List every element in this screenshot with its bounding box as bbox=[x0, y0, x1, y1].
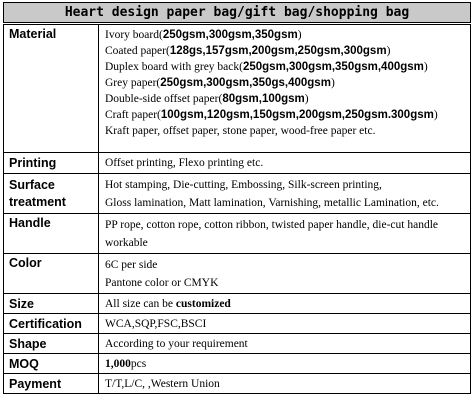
handle-values bbox=[99, 214, 471, 254]
table-row-certification bbox=[4, 314, 471, 334]
sheet-title: Heart design paper bag/gift bag/shopping bag bbox=[3, 2, 471, 23]
certification-value: WCA,SQP,FSC,BSCI bbox=[99, 314, 471, 334]
moq-label: MOQ bbox=[4, 354, 99, 374]
surface-label-line1: Surface bbox=[9, 177, 55, 192]
table-row-printing bbox=[4, 153, 471, 174]
material-line: Kraft paper, offset paper, stone paper, wood-free paper etc. bbox=[105, 125, 376, 137]
material-line: Coated paper(128gs,157gsm,200gsm,250gsm,300gsm) bbox=[105, 45, 391, 57]
payment-value: T/T,L/C, ,Western Union bbox=[99, 374, 471, 394]
table-row-size bbox=[4, 294, 471, 314]
surface-label bbox=[4, 174, 99, 214]
table-row-shape bbox=[4, 334, 471, 354]
surface-line1: Hot stamping, Die-cutting, Embossing, Silk-screen printing, bbox=[105, 178, 382, 191]
handle-line2: workable bbox=[105, 237, 148, 249]
printing-value: Offset printing, Flexo printing etc. bbox=[99, 153, 471, 174]
table-row-payment bbox=[4, 374, 471, 394]
material-line: Duplex board with grey back(250gsm,300gsm,350gsm,400gsm) bbox=[105, 61, 428, 73]
payment-label: Payment bbox=[4, 374, 99, 394]
size-value: All size can be customized bbox=[99, 294, 471, 314]
printing-label: Printing bbox=[4, 153, 99, 174]
color-label: Color bbox=[4, 254, 99, 294]
moq-value: 1,000pcs bbox=[99, 354, 471, 374]
shape-value: According to your requirement bbox=[99, 334, 471, 354]
surface-values bbox=[99, 174, 471, 214]
color-values bbox=[99, 254, 471, 294]
color-line2: Pantone color or CMYK bbox=[105, 277, 219, 289]
material-line: Double-side offset paper(80gsm,100gsm) bbox=[105, 93, 309, 105]
certification-label: Certification bbox=[4, 314, 99, 334]
table-row-material bbox=[4, 25, 471, 153]
material-values bbox=[99, 25, 471, 153]
shape-label: Shape bbox=[4, 334, 99, 354]
material-label: Material bbox=[4, 25, 99, 153]
surface-label-line2: treatment bbox=[9, 194, 66, 209]
color-line1: 6C per side bbox=[105, 259, 158, 271]
handle-label: Handle bbox=[4, 214, 99, 254]
material-line: Ivory board(250gsm,300gsm,350gsm) bbox=[105, 29, 302, 41]
handle-line1: PP rope, cotton rope, cotton ribbon, twisted paper handle, die-cut handle bbox=[105, 219, 438, 231]
table-row-handle bbox=[4, 214, 471, 254]
table-row-surface bbox=[4, 174, 471, 214]
surface-line2: Gloss lamination, Matt lamination, Varnishing, metallic Lamination, etc. bbox=[105, 196, 439, 209]
material-line: Craft paper(100gsm,120gsm,150gsm,200gsm,250gsm.300gsm) bbox=[105, 109, 438, 121]
spec-table bbox=[3, 24, 471, 394]
material-line: Grey paper(250gsm,300gsm,350gs,400gsm) bbox=[105, 77, 335, 89]
size-label: Size bbox=[4, 294, 99, 314]
table-row-color bbox=[4, 254, 471, 294]
table-row-moq bbox=[4, 354, 471, 374]
